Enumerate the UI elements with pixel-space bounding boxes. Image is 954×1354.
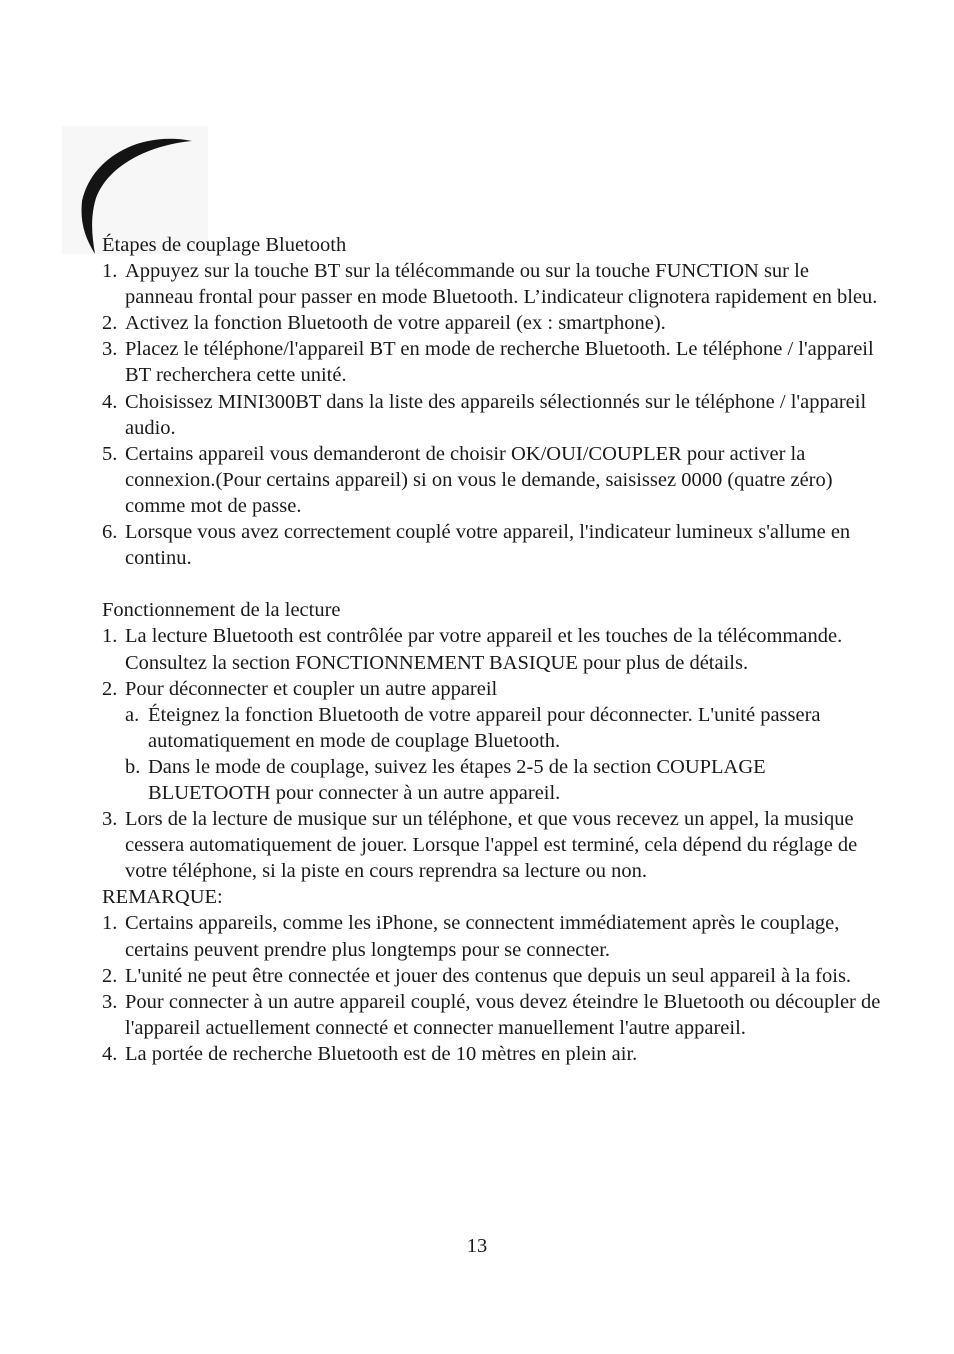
list-item — [102, 258, 882, 310]
item-text: Pour déconnecter et coupler un autre appareil — [125, 677, 498, 700]
remark-heading: REMARQUE: — [102, 886, 223, 909]
item-number: 3. — [102, 990, 118, 1013]
sub-item-text: Dans le mode de couplage, suivez les étapes 2-5 de la section COUPLAGE BLUETOOTH pour connecter à un autre appareil. — [148, 755, 766, 804]
list-item — [102, 1041, 882, 1067]
item-text: Certains appareil vous demanderont de choisir OK/OUI/COUPLER pour activer la connexion.(Pour certains appareil) si on vous le demande, saisissez 0000 (quatre zéro) comme mot de passe. — [125, 442, 833, 517]
list-item — [102, 310, 882, 336]
playback-heading: Fonctionnement de la lecture — [102, 599, 341, 622]
item-text: Certains appareils, comme les iPhone, se connectent immédiatement après le couplage, certains peuvent prendre plus longtemps pour se connecter. — [125, 912, 840, 961]
item-number: 2. — [102, 312, 118, 335]
item-number: 1. — [102, 260, 118, 283]
playback-substeps — [102, 702, 882, 806]
remark-items — [102, 910, 882, 1067]
sub-item-text: Éteignez la fonction Bluetooth de votre appareil pour déconnecter. L'unité passera automatiquement en mode de couplage Bluetooth. — [148, 703, 821, 752]
list-item — [102, 441, 882, 519]
list-item — [102, 910, 882, 962]
item-text: Pour connecter à un autre appareil couplé, vous devez éteindre le Bluetooth ou découpler de l'appareil actuellement connecté et connecter manuellement l'autre appareil. — [125, 990, 881, 1039]
sub-list-item — [102, 754, 882, 806]
pairing-steps — [102, 258, 882, 571]
item-number: 3. — [102, 808, 118, 831]
item-text: Choisissez MINI300BT dans la liste des appareils sélectionnés sur le téléphone / l'appareil audio. — [125, 390, 867, 439]
list-item — [102, 336, 882, 388]
playback-steps-continued — [102, 806, 882, 884]
document-body — [102, 232, 882, 1067]
item-text: Appuyez sur la touche BT sur la télécommande ou sur la touche FUNCTION sur le panneau frontal pour passer en mode Bluetooth. L’indicateur clignotera rapidement en bleu. — [125, 260, 878, 309]
page-number: 13 — [466, 1235, 488, 1257]
list-item — [102, 519, 882, 571]
list-item — [102, 806, 882, 884]
list-item — [102, 623, 882, 675]
pairing-heading: Étapes de couplage Bluetooth — [102, 234, 347, 256]
item-text: Activez la fonction Bluetooth de votre appareil (ex : smartphone). — [125, 312, 666, 335]
item-number: 4. — [102, 1042, 118, 1065]
item-number: 1. — [102, 625, 118, 648]
section-spacer — [102, 571, 882, 597]
list-item — [102, 389, 882, 441]
item-number: 2. — [102, 677, 118, 700]
sub-list-item — [102, 702, 882, 754]
item-number: 5. — [102, 442, 118, 465]
item-number: 4. — [102, 390, 118, 413]
sub-item-letter: b. — [125, 755, 141, 778]
item-text: L'unité ne peut être connectée et jouer des contenus que depuis un seul appareil à la fois. — [125, 964, 852, 987]
item-number: 6. — [102, 521, 118, 544]
playback-steps — [102, 623, 882, 701]
item-text: La portée de recherche Bluetooth est de 10 mètres en plein air. — [125, 1042, 638, 1065]
item-number: 1. — [102, 912, 118, 935]
item-text: Placez le téléphone/l'appareil BT en mode de recherche Bluetooth. Le téléphone / l'appareil BT recherchera cette unité. — [125, 338, 874, 387]
list-item — [102, 676, 882, 702]
item-number: 2. — [102, 964, 118, 987]
item-number: 3. — [102, 338, 118, 361]
list-item — [102, 963, 882, 989]
item-text: Lors de la lecture de musique sur un téléphone, et que vous recevez un appel, la musique cessera automatiquement de jouer. Lorsque l'appel est terminé, cela dépend du réglage de votre téléphone, si la piste en cours reprendra sa lecture ou non. — [125, 808, 858, 883]
sub-item-letter: a. — [125, 703, 140, 726]
item-text: Lorsque vous avez correctement couplé votre appareil, l'indicateur lumineux s'allume en continu. — [125, 521, 851, 570]
list-item — [102, 989, 882, 1041]
item-text: La lecture Bluetooth est contrôlée par votre appareil et les touches de la télécommande. Consultez la section FONCTIONNEMENT BASIQUE pour plus de détails. — [125, 625, 843, 674]
